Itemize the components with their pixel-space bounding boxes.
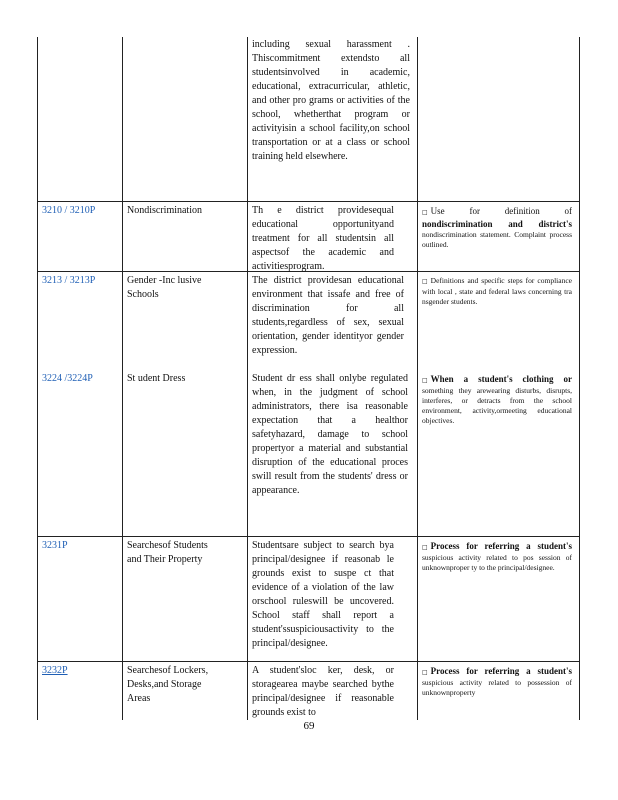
table-divider-2	[247, 37, 248, 720]
bullet-icon: □	[422, 377, 428, 384]
bullet-icon: □	[422, 209, 428, 216]
note-bold: Process for referring a student's	[430, 666, 572, 676]
table-row-code: 3213 / 3213P	[42, 275, 96, 286]
table-row-description: Th e district providesequal educational opportunityand treatment for all studentsin all aspectsof the academic and activitiesprogram.	[252, 205, 394, 272]
row-separator	[37, 536, 579, 537]
table-row-note	[422, 540, 572, 573]
table-row-code-link[interactable]: 3232P	[42, 665, 68, 676]
note-bold: When a student's clothing or	[430, 374, 572, 384]
table-row-note	[422, 205, 572, 250]
table-row-note	[422, 665, 572, 698]
note-bold: Process for referring a student's	[430, 541, 572, 551]
table-row-description: Student dr ess shall onlybe regulated when, in the judgment of school administrators, there isa reasonable expectation that a healthor safetyhazard, damage to school propertyor a material and substantial disruption of the educational proces swill result from the students' dress or appearance.	[252, 373, 408, 496]
table-divider-3	[417, 37, 418, 720]
table-row-description: A student'sloc ker, desk, or storagearea maybe searched bythe principal/designee if reasonable grounds exist to	[252, 665, 394, 718]
table-row-description: Studentsare subject to search bya principal/designee if reasonab le grounds exist to suspe ct that evidence of a violation of the law orschool ruleswill be uncovered. School staff shall report a student'ssuspiciousactivity to the principal/designee.	[252, 540, 394, 649]
continuation-description: including sexual harassment . Thiscommitment extendsto all studentsinvolved in academic, educational, extracurricular, athletic, and other pro grams or activities of the school, whetherthat program or activityisin a school facility,on school transportation or at a class or school training held elsewhere.	[252, 39, 410, 162]
page-number: 69	[303, 720, 315, 732]
note-text: something they arewearing disturbs, disrupts, interferes, or detracts from the school environment, activity,ormeeting educational objectives.	[422, 386, 572, 425]
table-row-title: Nondiscrimination	[127, 205, 202, 216]
note-text: Definitions and specific steps for compliance with local , state and federal laws concerning tra nsgender students.	[422, 276, 572, 306]
table-row-note	[422, 276, 572, 307]
note-bold: nondiscrimination and district's	[422, 219, 572, 229]
table-row-code: 3231P	[42, 540, 68, 551]
bullet-icon: □	[422, 544, 428, 551]
note-text: nondiscrimination statement. Complaint process outlined.	[422, 230, 572, 249]
table-row-title: Searchesof Students and Their Property	[127, 540, 208, 565]
table-row-code: 3224 /3224P	[42, 373, 93, 384]
bullet-icon: □	[422, 278, 428, 285]
table-row-title: St udent Dress	[127, 373, 186, 384]
table-row-title: Searchesof Lockers, Desks,and Storage Areas	[127, 665, 209, 704]
bullet-icon: □	[422, 669, 428, 676]
table-row-title: Gender -Inc lusive Schools	[127, 275, 202, 300]
table-divider-1	[122, 37, 123, 720]
table-row-code: 3210 / 3210P	[42, 205, 96, 216]
note-lead: Use for definition of	[430, 206, 572, 216]
row-separator	[37, 661, 579, 662]
table-left-border	[37, 37, 38, 720]
note-text: suspicious activity related to possession of unknownproperty	[422, 678, 572, 697]
table-row-note	[422, 373, 572, 426]
table-right-border	[579, 37, 580, 720]
table-row-description: The district providesan educational environment that issafe and free of discrimination for all students,regardless of sex, sexual orientation, gender identityor gender expression.	[252, 275, 404, 356]
note-text: suspicious activity related to pos session of unknownproper ty to the principal/designee.	[422, 553, 572, 572]
row-separator	[37, 201, 579, 202]
